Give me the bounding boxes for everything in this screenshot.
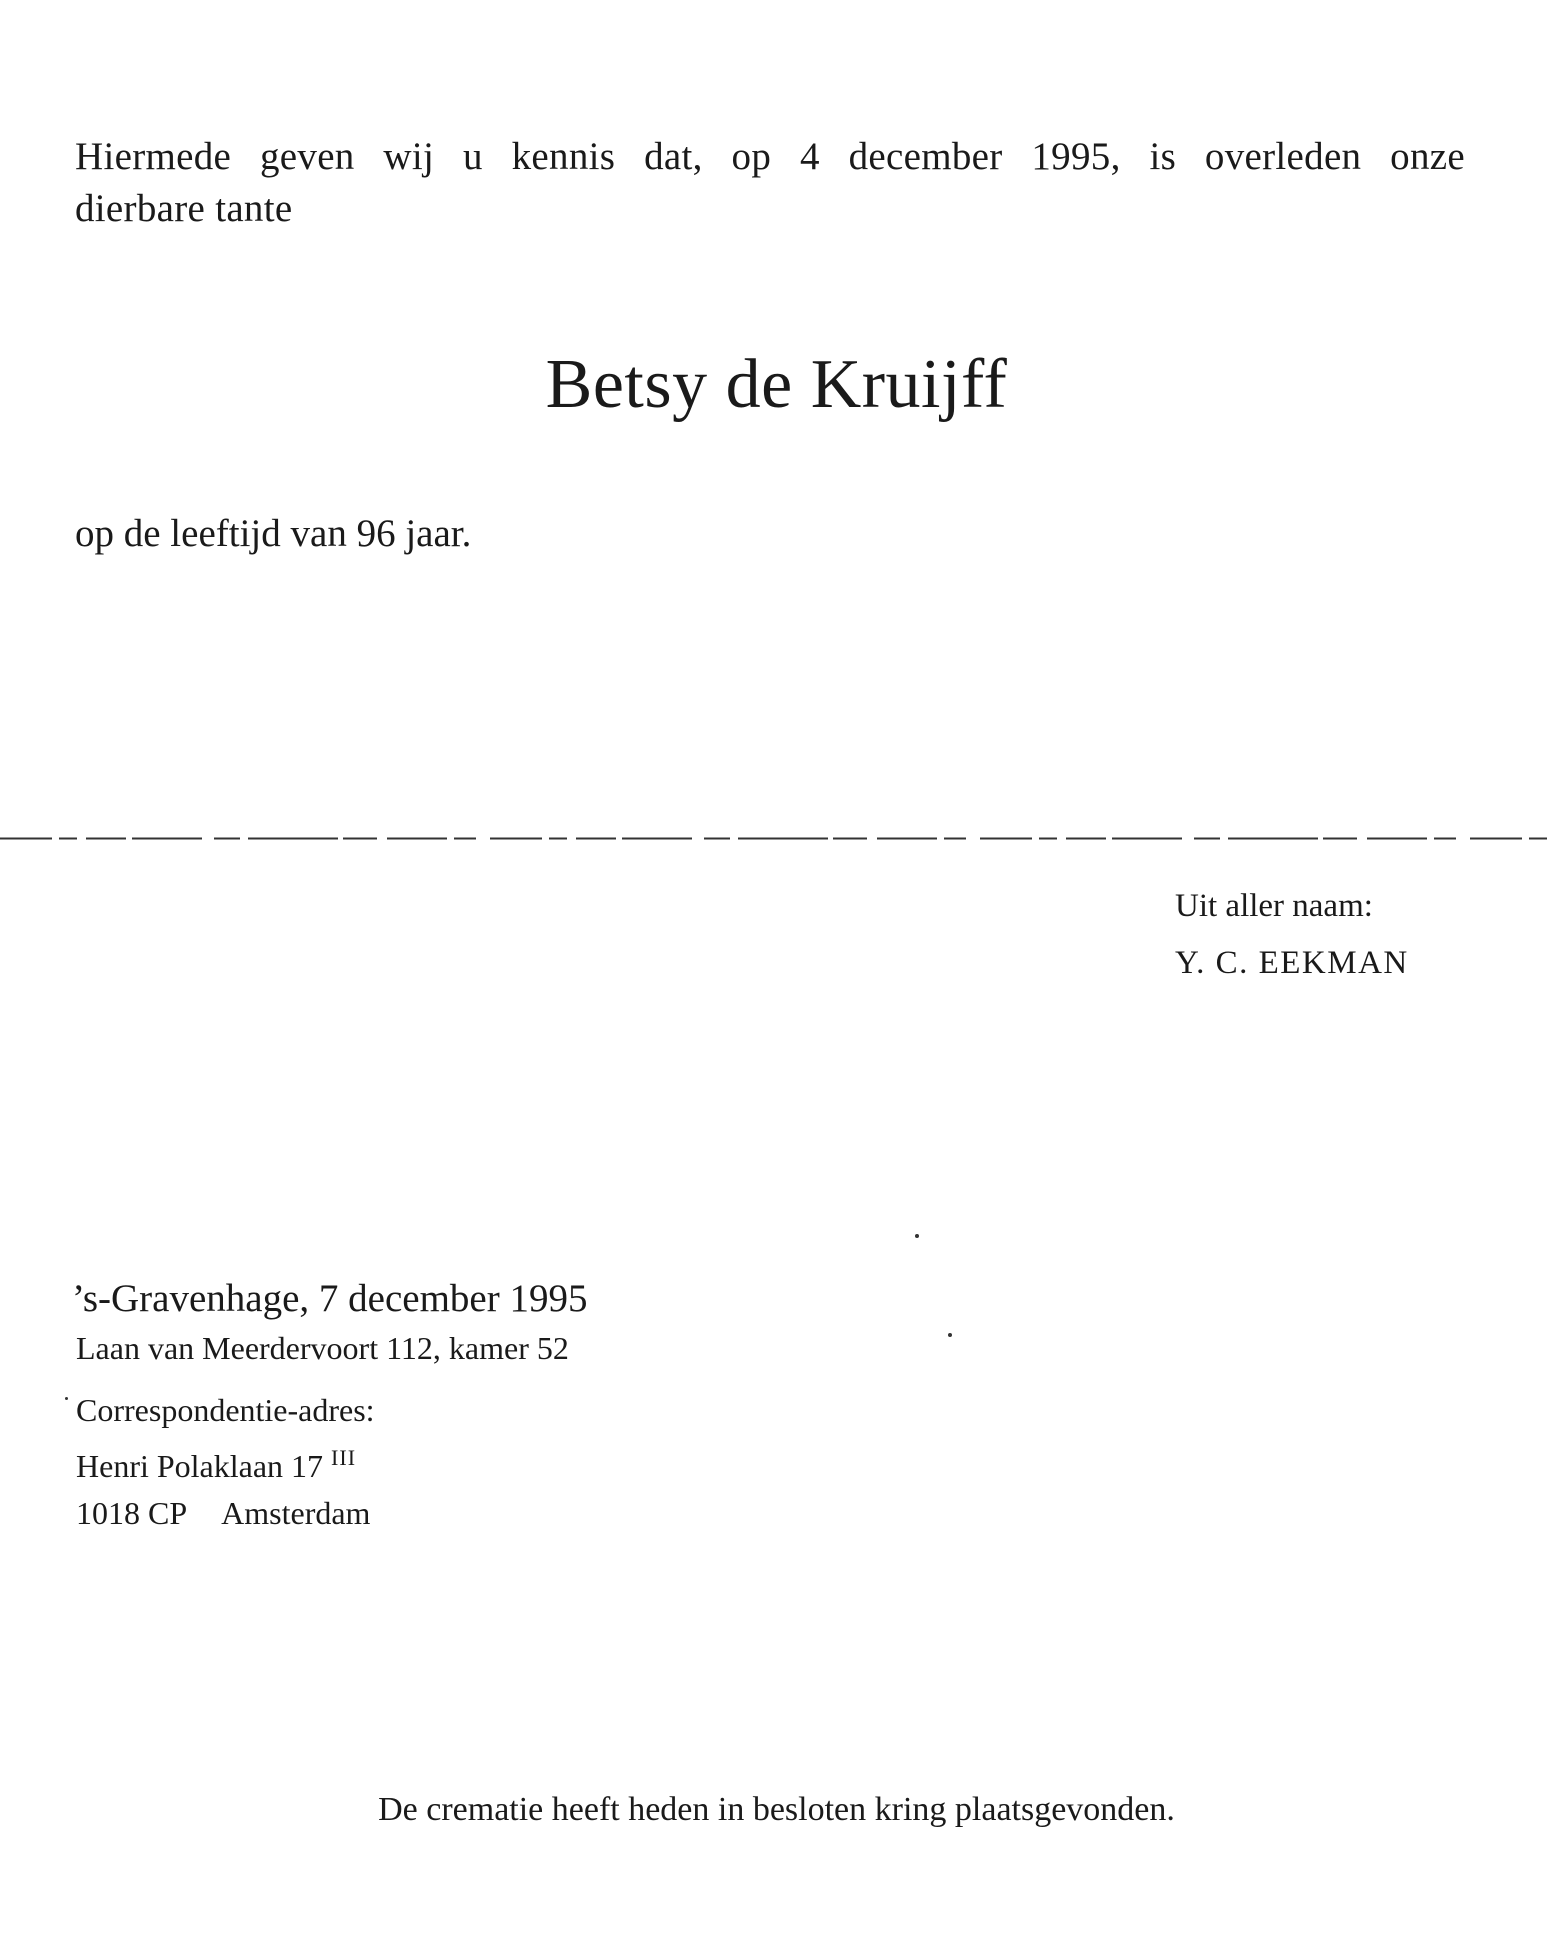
signoff [1175, 878, 1409, 992]
scan-speck [65, 1397, 68, 1400]
floor-number: III [331, 1445, 357, 1470]
signer-name: Y. C. EEKMAN [1175, 945, 1409, 981]
scan-speck [948, 1333, 952, 1337]
intro-line-1: Hiermede geven wij u kennis dat, op 4 december 1995, is overleden onze [75, 135, 1465, 178]
correspondence-street [76, 1434, 375, 1490]
signoff-label: Uit aller naam: [1175, 888, 1373, 924]
scan-speck [915, 1234, 919, 1238]
fold-dashed-line [0, 837, 1553, 840]
cremation-note: De crematie heeft heden in besloten kring plaatsgevonden. [378, 1791, 1175, 1828]
deceased-name: Betsy de Kruijff [545, 346, 1008, 423]
postcode: 1018 CP [76, 1495, 188, 1531]
announcement-intro [75, 131, 1465, 235]
intro-line-2: dierbare tante [75, 187, 293, 230]
city: Amsterdam [221, 1495, 371, 1531]
visiting-address: Laan van Meerdervoort 112, kamer 52 [76, 1330, 569, 1366]
age-line: op de leeftijd van 96 jaar. [75, 512, 472, 555]
correspondence-address [76, 1387, 375, 1537]
place-and-date: ’s-Gravenhage, 7 december 1995 [72, 1277, 588, 1320]
correspondence-label: Correspondentie-adres: [76, 1392, 375, 1428]
street-name: Henri Polaklaan 17 [76, 1448, 324, 1484]
correspondence-city-line [76, 1490, 375, 1537]
